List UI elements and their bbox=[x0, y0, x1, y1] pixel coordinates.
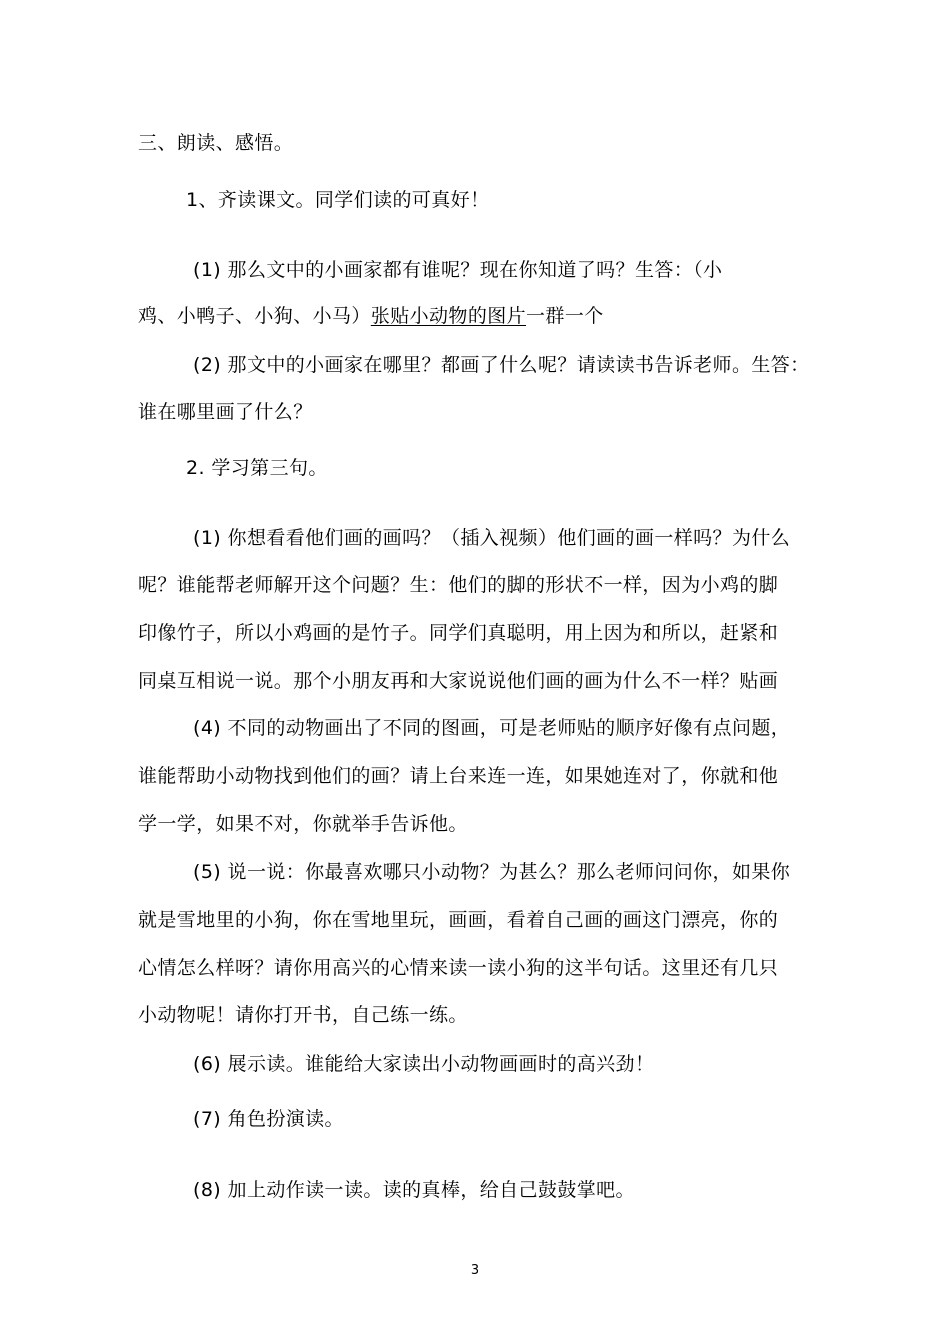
item-2: 2. 学习第三句。 bbox=[186, 457, 328, 479]
page-number: 3 bbox=[470, 1263, 480, 1278]
q2-1-line-4: 同桌互相说一说。那个小朋友再和大家说说他们画的画为什么不一样？贴画 bbox=[138, 670, 779, 692]
q4-line-1: (4) 不同的动物画出了不同的图画，可是老师贴的顺序好像有点问题， bbox=[193, 717, 791, 739]
q2-1-line-3: 印像竹子，所以小鸡画的是竹子。同学们真聪明，用上因为和所以，赶紧和 bbox=[138, 622, 779, 644]
q5-line-2: 就是雪地里的小狗，你在雪地里玩，画画，看着自己画的画这门漂亮，你的 bbox=[138, 909, 779, 931]
q2-line-2: 谁在哪里画了什么？ bbox=[138, 401, 313, 423]
q1-text-after: 一群一个 bbox=[526, 305, 604, 327]
q1-line-2 bbox=[138, 304, 604, 328]
q2-line-1: (2) 那文中的小画家在哪里？都画了什么呢？请读读书告诉老师。生答： bbox=[193, 354, 810, 376]
q7-line: (7) 角色扮演读。 bbox=[193, 1108, 344, 1130]
item-1: 1、齐读课文。同学们读的可真好！ bbox=[186, 189, 490, 211]
q2-1-line-2: 呢？谁能帮老师解开这个问题？生：他们的脚的形状不一样，因为小鸡的脚 bbox=[138, 574, 779, 596]
q5-line-1: (5) 说一说：你最喜欢哪只小动物？为甚么？那么老师问问你，如果你 bbox=[193, 861, 791, 883]
q1-underlined-text: 张贴小动物的图片 bbox=[370, 305, 527, 327]
q8-line: (8) 加上动作读一读。读的真棒，给自己鼓鼓掌吧。 bbox=[193, 1179, 635, 1201]
q4-line-3: 学一学，如果不对，你就举手告诉他。 bbox=[138, 813, 468, 835]
q4-line-2: 谁能帮助小动物找到他们的画？请上台来连一连，如果她连对了，你就和他 bbox=[138, 765, 779, 787]
q1-text-before: 鸡、小鸭子、小狗、小马） bbox=[138, 305, 371, 327]
q1-line-1: (1) 那么文中的小画家都有谁呢？现在你知道了吗？生答：（小 bbox=[193, 259, 723, 281]
q6-line: (6) 展示读。谁能给大家读出小动物画画时的高兴劲！ bbox=[193, 1053, 655, 1075]
section-heading: 三、朗读、感悟。 bbox=[138, 132, 294, 154]
q2-1-line-1: (1) 你想看看他们画的画吗？（插入视频）他们画的画一样吗？为什么 bbox=[193, 527, 791, 549]
q5-line-4: 小动物呢！请你打开书，自己练一练。 bbox=[138, 1004, 468, 1026]
q5-line-3: 心情怎么样呀？请你用高兴的心情来读一读小狗的这半句话。这里还有几只 bbox=[138, 957, 779, 979]
